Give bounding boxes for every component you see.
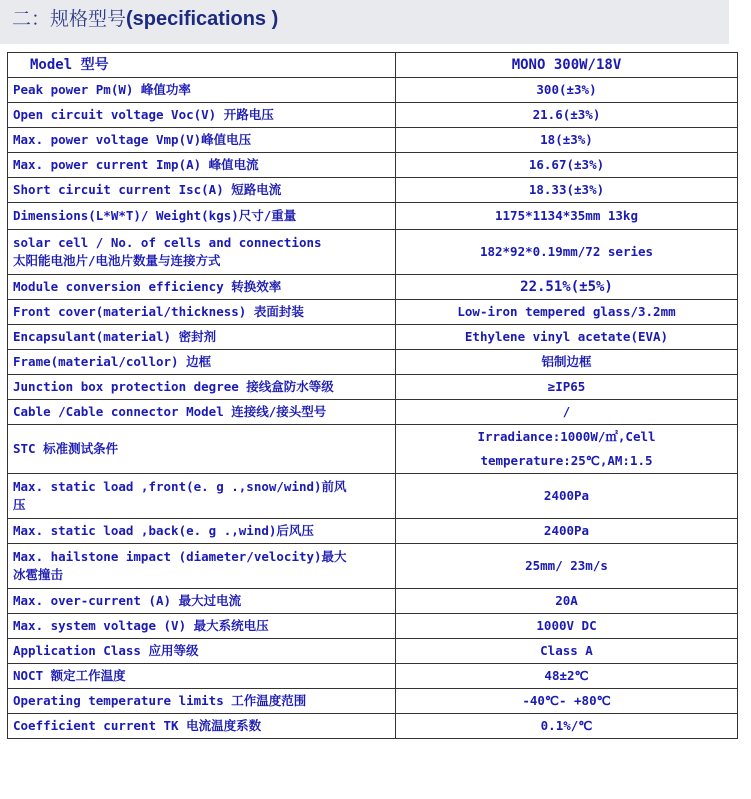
row-value: 18.33(±3%) <box>396 178 738 203</box>
row-label: Operating temperature limits 工作温度范围 <box>8 689 396 714</box>
table-row <box>8 325 738 350</box>
specifications-table <box>7 52 738 739</box>
table-row <box>8 474 738 519</box>
row-value: 0.1%/℃ <box>396 714 738 739</box>
table-row <box>8 275 738 300</box>
row-label: Max. over-current (A) 最大过电流 <box>8 589 396 614</box>
table-row <box>8 400 738 425</box>
row-label: Max. power voltage Vmp(V)峰值电压 <box>8 128 396 153</box>
table-row <box>8 714 738 739</box>
table-row <box>8 375 738 400</box>
row-value: ≥IP65 <box>396 375 738 400</box>
row-value: 22.51%(±5%) <box>396 275 738 300</box>
table-row <box>8 544 738 589</box>
row-label: Dimensions(L*W*T)/ Weight(kgs)尺寸/重量 <box>8 203 396 230</box>
row-label: STC 标准测试条件 <box>8 425 396 474</box>
row-value: 25mm/ 23m/s <box>396 544 738 589</box>
page-title <box>12 4 278 31</box>
row-value: 1175*1134*35mm 13kg <box>396 203 738 230</box>
row-value: 48±2℃ <box>396 664 738 689</box>
table-header-row <box>8 53 738 78</box>
table-row <box>8 178 738 203</box>
row-value: 21.6(±3%) <box>396 103 738 128</box>
table-row <box>8 519 738 544</box>
row-label: Encapsulant(material) 密封剂 <box>8 325 396 350</box>
row-label-line: 压 <box>13 497 26 512</box>
row-value: 2400Pa <box>396 474 738 519</box>
table-row <box>8 203 738 230</box>
row-value: 铝制边框 <box>396 350 738 375</box>
row-value: 20A <box>396 589 738 614</box>
row-label <box>8 544 396 589</box>
table-row <box>8 103 738 128</box>
table-row <box>8 78 738 103</box>
header-label-cell: Model 型号 <box>8 53 396 78</box>
row-label: Junction box protection degree 接线盒防水等级 <box>8 375 396 400</box>
row-value <box>396 425 738 474</box>
row-label-line: 太阳能电池片/电池片数量与连接方式 <box>13 253 221 268</box>
table-row <box>8 639 738 664</box>
table-row <box>8 300 738 325</box>
row-label-line: Max. hailstone impact (diameter/velocity)最大 <box>13 549 347 564</box>
table-row <box>8 350 738 375</box>
table-row <box>8 589 738 614</box>
row-value: 2400Pa <box>396 519 738 544</box>
table-row <box>8 153 738 178</box>
row-label-line: solar cell / No. of cells and connections <box>13 235 322 250</box>
header-value-cell: MONO 300W/18V <box>396 53 738 78</box>
row-value-line: Irradiance:1000W/㎡,Cell <box>477 429 656 444</box>
row-label: Front cover(material/thickness) 表面封装 <box>8 300 396 325</box>
title-prefix: 二：规格型号 <box>12 8 127 30</box>
row-label-line: 冰雹撞击 <box>13 567 64 582</box>
row-label <box>8 474 396 519</box>
row-label <box>8 230 396 275</box>
table-row <box>8 664 738 689</box>
row-label: Max. static load ,back(e. g .,wind)后风压 <box>8 519 396 544</box>
row-value: -40℃- +80℃ <box>396 689 738 714</box>
row-label: Short circuit current Isc(A) 短路电流 <box>8 178 396 203</box>
row-label: Max. power current Imp(A) 峰值电流 <box>8 153 396 178</box>
row-value: 18(±3%) <box>396 128 738 153</box>
row-value: / <box>396 400 738 425</box>
row-value: 16.67(±3%) <box>396 153 738 178</box>
table-row <box>8 230 738 275</box>
row-label: Max. system voltage (V) 最大系统电压 <box>8 614 396 639</box>
table-row <box>8 614 738 639</box>
row-value: 300(±3%) <box>396 78 738 103</box>
row-label: Peak power Pm(W) 峰值功率 <box>8 78 396 103</box>
row-label: Application Class 应用等级 <box>8 639 396 664</box>
row-value-line: temperature:25℃,AM:1.5 <box>480 453 653 468</box>
row-value: Class A <box>396 639 738 664</box>
title-english: (specifications ) <box>126 8 279 30</box>
row-value: 182*92*0.19mm/72 series <box>396 230 738 275</box>
row-value: Low-iron tempered glass/3.2mm <box>396 300 738 325</box>
row-value: Ethylene vinyl acetate(EVA) <box>396 325 738 350</box>
row-label-line: Max. static load ,front(e. g .,snow/wind)前风 <box>13 479 347 494</box>
row-label: Coefficient current TK 电流温度系数 <box>8 714 396 739</box>
row-label: NOCT 额定工作温度 <box>8 664 396 689</box>
row-value: 1000V DC <box>396 614 738 639</box>
row-label: Module conversion efficiency 转换效率 <box>8 275 396 300</box>
table-row <box>8 425 738 474</box>
row-label: Cable /Cable connector Model 连接线/接头型号 <box>8 400 396 425</box>
table-row <box>8 689 738 714</box>
row-label: Frame(material/collor) 边框 <box>8 350 396 375</box>
table-row <box>8 128 738 153</box>
row-label: Open circuit voltage Voc(V) 开路电压 <box>8 103 396 128</box>
